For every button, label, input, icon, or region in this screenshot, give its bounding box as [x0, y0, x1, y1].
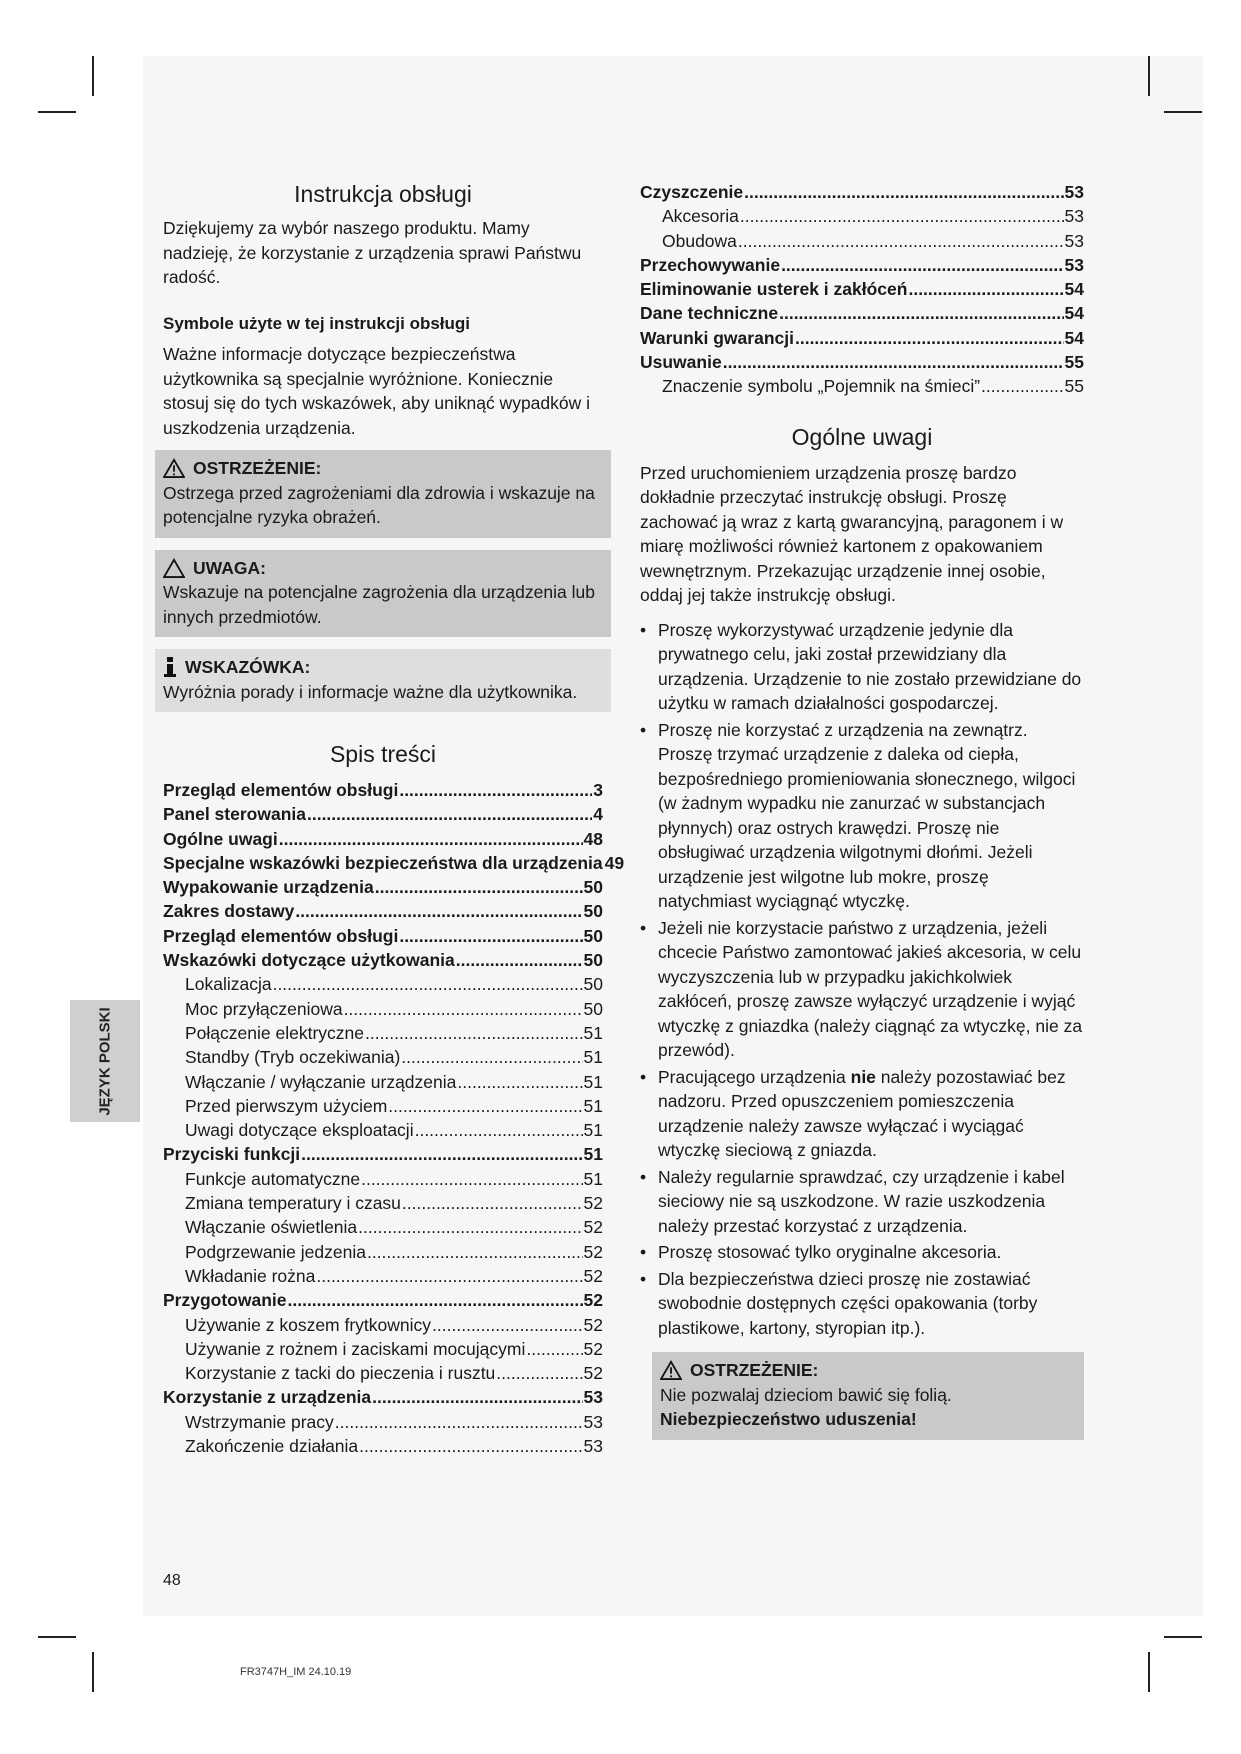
toc-entry — [640, 229, 1084, 253]
toc-entry-page: 53 — [1064, 206, 1084, 227]
toc-entry-label: Zakończenie działania — [185, 1436, 359, 1457]
toc-leader-dots — [723, 350, 1064, 375]
safety-bullet: • Jeżeli nie korzystacie państwo z urządzenia, jeżeli chcecie Państwo zamontować jakieś akcesoria, w celu wyczyszczenia lub w przypadku jakichkolwiek zakłóceń, proszę zawsze wyłączyć urządzenie i wyjąć wtyczkę z gniazdka (należy ciągnąć za wtyczkę, nie za przewód). — [640, 916, 1084, 1063]
toc-entry-label: Czyszczenie — [640, 182, 744, 202]
info-icon — [163, 657, 177, 677]
children-warning-text — [660, 1383, 1076, 1432]
toc-leader-dots — [401, 1045, 582, 1070]
toc-entry-page: 52 — [583, 1338, 603, 1359]
children-warning-title: OSTRZEŻENIE: — [690, 1360, 819, 1381]
toc-entry-page: 49 — [604, 852, 625, 873]
toc-entry-label: Znaczenie symbolu „Pojemnik na śmieci” — [662, 376, 981, 397]
toc-entry-page: 50 — [583, 950, 603, 971]
toc-leader-dots — [367, 1240, 583, 1265]
toc-entry-page: 52 — [583, 1265, 603, 1286]
language-side-tab — [70, 1000, 140, 1122]
symbols-text: Ważne informacje dotyczące bezpieczeństwa użytkownika są specjalnie wyróżnione. Koniecznie stosuj się do tych wskazówek, aby uniknąć wypadków i uszkodzenia urządzenia. — [163, 344, 591, 438]
note-text: Wyróżnia porady i informacje ważne dla użytkownika. — [163, 681, 578, 702]
toc-entry-label: Wkładanie rożna — [185, 1265, 316, 1286]
toc-entry-label: Wskazówki dotyczące użytkowania — [163, 950, 455, 971]
general-notes-title: Ogólne uwagi — [791, 423, 933, 450]
toc-entry — [163, 1337, 603, 1361]
toc-entry — [163, 948, 603, 972]
children-warning-title-row — [660, 1358, 1076, 1383]
toc-entry-page: 53 — [583, 1436, 603, 1457]
toc-entry-label: Zmiana temperatury i czasu — [185, 1193, 401, 1214]
toc-leader-dots — [738, 229, 1064, 254]
right-column — [640, 180, 1084, 1452]
toc-entry-label: Moc przyłączeniowa — [185, 998, 343, 1019]
toc-entry-page: 51 — [583, 1144, 603, 1165]
toc-entry — [163, 1434, 603, 1458]
toc-entry-label: Panel sterowania — [163, 804, 306, 825]
toc-entry — [640, 301, 1084, 325]
toc-entry — [163, 1167, 603, 1191]
toc-leader-dots — [358, 1215, 582, 1240]
toc-entry-page: 53 — [583, 1411, 603, 1432]
toc-leader-dots — [399, 924, 582, 949]
toc-entry-page: 53 — [1064, 254, 1084, 275]
toc-leader-dots — [365, 1021, 583, 1046]
toc-entry-label: Korzystanie z tacki do pieczenia i rusztu — [185, 1363, 496, 1384]
toc-entry-page: 50 — [583, 877, 603, 898]
toc-leader-dots — [981, 374, 1063, 399]
toc-entry-page: 4 — [593, 804, 603, 825]
safety-bullet: • Należy regularnie sprawdzać, czy urządzenie i kabel sieciowy nie są uszkodzone. W razie uszkodzenia należy przestać korzystać z urządzenia. — [640, 1165, 1084, 1239]
toc-entry-page: 52 — [583, 1217, 603, 1238]
crop-mark — [92, 56, 94, 96]
toc-entry-page: 55 — [1064, 376, 1084, 397]
toc-entry-label: Przed pierwszym użyciem — [185, 1095, 388, 1116]
toc-entry-label: Zakres dostawy — [163, 901, 295, 922]
toc-entry — [163, 1264, 603, 1288]
toc-entry-page: 50 — [583, 901, 603, 922]
toc-entry-page: 53 — [1064, 182, 1084, 202]
toc-entry-label: Wstrzymanie pracy — [185, 1411, 334, 1432]
toc-entry-page: 52 — [583, 1241, 603, 1262]
toc-entry — [163, 827, 603, 851]
toc-title: Spis treści — [329, 741, 437, 767]
toc-entry-label: Eliminowanie usterek i zakłóceń — [640, 279, 908, 300]
crop-mark — [38, 111, 76, 113]
toc-entry-label: Dane techniczne — [640, 303, 779, 324]
toc-entry — [640, 277, 1084, 301]
toc-entry-page: 48 — [583, 828, 603, 849]
toc-entry-page: 3 — [593, 780, 603, 800]
toc-entry — [163, 1142, 603, 1166]
toc-entry — [163, 1118, 603, 1142]
caution-box — [155, 550, 611, 638]
safety-bullet: • Proszę wykorzystywać urządzenie jedynie dla prywatnego celu, jaki został przewidziany dla urządzenia. Urządzenie to nie zostało przewidziane do użytku w ramach działalności gospodarczej. — [640, 618, 1084, 716]
symbols-heading: Symbole użyte w tej instrukcji obsługi — [163, 313, 471, 333]
toc-entry — [640, 253, 1084, 277]
warning-title: OSTRZEŻENIE: — [193, 458, 322, 478]
children-warning-emphasis: Niebezpieczeństwo uduszenia! — [660, 1409, 917, 1430]
toc-entry — [640, 204, 1084, 228]
toc-entry-page: 51 — [583, 1120, 603, 1141]
toc-leader-dots — [795, 326, 1064, 351]
toc-entry-label: Przyciski funkcji — [163, 1144, 301, 1165]
toc-leader-dots — [372, 1385, 582, 1410]
toc-entry — [163, 1313, 603, 1337]
toc-entry-label: Włączanie / wyłączanie urządzenia — [185, 1071, 457, 1092]
toc-entry — [163, 1288, 603, 1312]
toc-leader-dots — [295, 899, 582, 924]
toc-entry — [163, 1361, 603, 1385]
toc-leader-dots — [344, 997, 583, 1022]
toc-leader-dots — [456, 948, 583, 973]
crop-mark — [1148, 56, 1150, 96]
toc-leader-dots — [415, 1118, 583, 1143]
toc-entry-label: Przygotowanie — [163, 1290, 287, 1311]
toc-list-left — [163, 778, 625, 1458]
toc-entry-label: Korzystanie z urządzenia — [163, 1387, 372, 1408]
toc-entry — [163, 1045, 603, 1069]
toc-entry — [640, 350, 1084, 374]
toc-entry — [163, 851, 625, 875]
safety-bullet: • Proszę nie korzystać z urządzenia na zewnątrz. Proszę trzymać urządzenie z daleka od ciepła, bezpośredniego promieniowania słonecznego, wilgoci (w żadnym wypadku nie zanurzać w substancjach płynnych) oraz ostrych krawędzi. Proszę nie obsługiwać urządzenia wilgotnymi dłońmi. Jeżeli urządzenie jest wilgotne lub mokre, proszę natychmiast wyciągnąć wtyczkę. — [640, 718, 1084, 914]
toc-entry-page: 50 — [583, 974, 603, 995]
safety-bullet-list — [640, 618, 1084, 1341]
toc-leader-dots — [744, 180, 1063, 205]
toc-entry-label: Przegląd elementów obsługi — [163, 780, 399, 800]
intro-text: Dziękujemy za wybór naszego produktu. Mamy nadzieję, że korzystanie z urządzenia sprawi Państwu radość. — [163, 218, 582, 287]
caution-title: UWAGA: — [193, 557, 266, 578]
toc-entry-page: 53 — [583, 1387, 603, 1408]
toc-leader-dots — [288, 1288, 583, 1313]
toc-list-right — [640, 180, 1084, 399]
toc-entry — [163, 875, 603, 899]
warning-triangle-icon — [163, 458, 185, 478]
warning-box — [155, 450, 611, 538]
toc-entry — [163, 1070, 603, 1094]
toc-entry — [640, 374, 1084, 398]
toc-entry-page: 53 — [1064, 230, 1084, 251]
toc-entry-label: Uwagi dotyczące eksploatacji — [185, 1120, 414, 1141]
toc-entry-label: Obudowa — [662, 230, 737, 251]
toc-leader-dots — [526, 1337, 582, 1362]
toc-entry — [163, 1215, 603, 1239]
toc-entry-label: Standby (Tryb oczekiwania) — [185, 1047, 401, 1068]
toc-entry-label: Połączenie elektryczne — [185, 1022, 364, 1043]
safety-bullet — [640, 1065, 1084, 1163]
toc-leader-dots — [402, 1191, 583, 1216]
toc-leader-dots — [316, 1264, 582, 1289]
crop-mark — [38, 1636, 76, 1638]
toc-leader-dots — [335, 1410, 583, 1435]
toc-leader-dots — [908, 277, 1063, 302]
toc-entry-label: Używanie z koszem frytkownicy — [185, 1314, 432, 1335]
caution-title-row — [163, 556, 603, 581]
toc-leader-dots — [779, 301, 1063, 326]
toc-entry-page: 54 — [1064, 279, 1084, 300]
crop-mark — [92, 1652, 94, 1692]
toc-leader-dots — [388, 1094, 582, 1119]
general-notes-text: Przed uruchomieniem urządzenia proszę bardzo dokładnie przeczytać instrukcję obsługi. Proszę zachować ją wraz z kartą gwarancyjną, paragonem i w miarę możliwości również kartonem z opakowaniem wewnętrznym. Przekazując urządzenie innej osobie, oddaj jej także instrukcję obsługi. — [640, 462, 1064, 606]
toc-leader-dots — [781, 253, 1063, 278]
toc-entry-label: Podgrzewanie jedzenia — [185, 1241, 366, 1262]
warning-title-row — [163, 456, 603, 481]
manual-title: Instrukcja obsługi — [294, 181, 472, 207]
toc-entry — [640, 326, 1084, 350]
toc-entry-page: 52 — [583, 1290, 603, 1311]
crop-mark — [1148, 1652, 1150, 1692]
toc-entry — [163, 997, 603, 1021]
toc-entry-page: 51 — [583, 1047, 603, 1068]
children-warning-body: Nie pozwalaj dzieciom bawić się folią. — [660, 1384, 952, 1405]
toc-entry — [163, 1021, 603, 1045]
toc-leader-dots — [432, 1313, 582, 1338]
toc-entry-page: 51 — [583, 1071, 603, 1092]
toc-leader-dots — [301, 1142, 582, 1167]
children-warning-box — [652, 1352, 1084, 1440]
toc-entry-page: 52 — [583, 1363, 603, 1384]
toc-leader-dots — [399, 778, 592, 803]
toc-entry — [163, 924, 603, 948]
toc-leader-dots — [279, 827, 583, 852]
caution-triangle-icon — [163, 558, 185, 578]
toc-entry-label: Przegląd elementów obsługi — [163, 925, 399, 946]
toc-entry-page: 52 — [583, 1193, 603, 1214]
toc-leader-dots — [307, 802, 592, 827]
toc-entry-label: Funkcje automatyczne — [185, 1168, 361, 1189]
warning-text: Ostrzega przed zagrożeniami dla zdrowia i wskazuje na potencjalne ryzyka obrażeń. — [163, 482, 595, 527]
toc-entry — [163, 1385, 603, 1409]
toc-entry-page: 52 — [583, 1314, 603, 1335]
toc-entry — [163, 778, 603, 802]
toc-entry-page: 54 — [1064, 327, 1084, 348]
toc-leader-dots — [359, 1434, 582, 1459]
toc-entry — [163, 1240, 603, 1264]
toc-entry-label: Ogólne uwagi — [163, 828, 278, 849]
toc-entry-page: 54 — [1064, 303, 1084, 324]
toc-entry-label: Lokalizacja — [185, 974, 272, 995]
note-box — [155, 649, 611, 712]
toc-entry — [163, 802, 603, 826]
footer-document-code: FR3747H_IM 24.10.19 — [240, 1666, 352, 1678]
toc-entry — [163, 972, 603, 996]
left-column — [163, 180, 625, 1458]
toc-leader-dots — [273, 972, 583, 997]
toc-entry-label: Włączanie oświetlenia — [185, 1217, 358, 1238]
toc-entry-page: 51 — [583, 1095, 603, 1116]
language-label: JĘZYK POLSKI — [96, 1006, 114, 1116]
crop-mark — [1164, 1636, 1202, 1638]
toc-leader-dots — [740, 204, 1064, 229]
toc-entry-page: 50 — [583, 998, 603, 1019]
toc-entry-label: Przechowywanie — [640, 254, 781, 275]
page-number: 48 — [163, 1572, 181, 1589]
toc-entry — [163, 899, 603, 923]
toc-entry-label: Warunki gwarancji — [640, 327, 794, 348]
toc-entry-page: 51 — [583, 1168, 603, 1189]
safety-bullet: • Proszę stosować tylko oryginalne akcesoria. — [640, 1240, 1084, 1265]
toc-leader-dots — [457, 1070, 582, 1095]
toc-entry-label: Wypakowanie urządzenia — [163, 877, 374, 898]
toc-entry — [640, 180, 1084, 204]
toc-leader-dots — [361, 1167, 582, 1192]
toc-entry — [163, 1094, 603, 1118]
bullet-text: Pracującego urządzenia — [658, 1066, 851, 1087]
toc-entry-label: Używanie z rożnem i zaciskami mocującymi — [185, 1338, 526, 1359]
toc-entry-page: 51 — [583, 1022, 603, 1043]
toc-entry-label: Akcesoria — [662, 206, 739, 227]
toc-leader-dots — [375, 875, 583, 900]
toc-entry — [163, 1410, 603, 1434]
toc-leader-dots — [496, 1361, 582, 1386]
safety-bullet: • Dla bezpieczeństwa dzieci proszę nie zostawiać swobodnie dostępnych części opakowania (torby plastikowe, kartony, styropian itp.). — [640, 1267, 1084, 1341]
note-title-row — [163, 655, 603, 680]
bullet-text: należy pozostawiać bez nadzoru. Przed opuszczeniem pomieszczenia urządzenie należy zawsze wyłączać i wyciągać wtyczkę sieciową z gniazda. — [658, 1066, 1066, 1161]
toc-entry-label: Specjalne wskazówki bezpieczeństwa dla urządzenia — [163, 852, 603, 873]
note-title: WSKAZÓWKA: — [185, 657, 311, 677]
toc-entry — [163, 1191, 603, 1215]
warning-triangle-icon — [660, 1360, 682, 1380]
toc-entry-label: Usuwanie — [640, 352, 722, 373]
toc-entry-page: 50 — [583, 925, 603, 946]
caution-text: Wskazuje na potencjalne zagrożenia dla urządzenia lub innych przedmiotów. — [163, 582, 595, 627]
bullet-emphasis: nie — [850, 1066, 876, 1087]
toc-entry-page: 55 — [1064, 352, 1084, 373]
crop-mark — [1164, 111, 1202, 113]
